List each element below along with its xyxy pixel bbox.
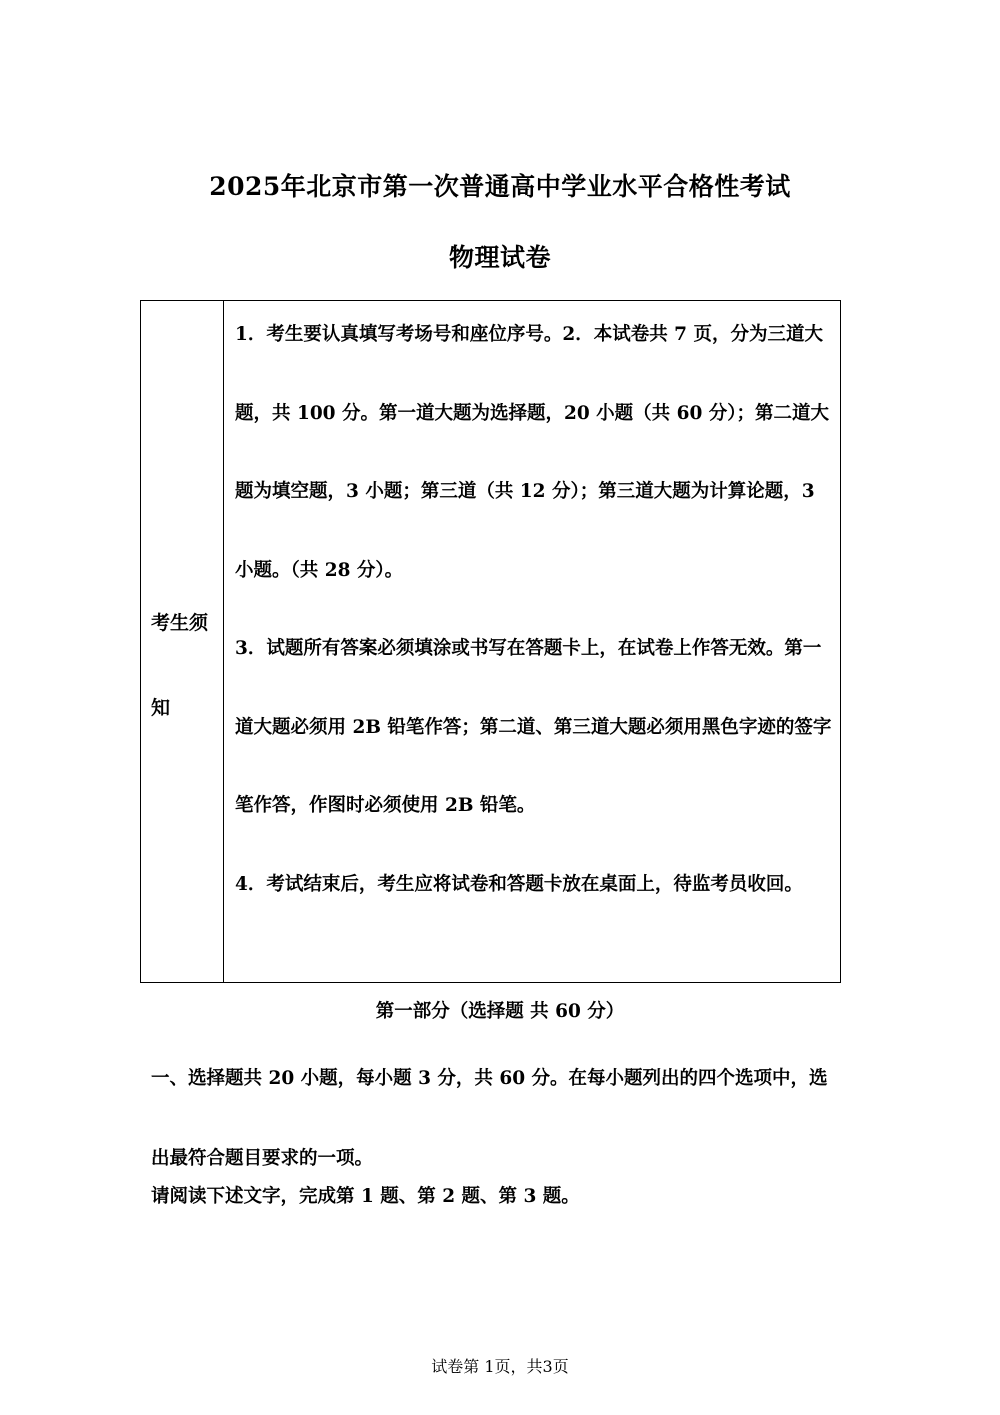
exam-title: 2025年北京市第一次普通高中学业水平合格性考试 (209, 172, 791, 201)
notice-body-cell (224, 301, 840, 982)
exam-subtitle: 物理试卷 (448, 243, 551, 272)
notice-item-4: 4．考试结束后，考生应将试卷和答题卡放在桌面上，待监考员收回。 (235, 873, 803, 895)
notice-heading: 考生须知 (151, 612, 209, 719)
candidate-notice-table (140, 300, 841, 983)
reading-prompt: 请阅读下述文字，完成第 1 题、第 2 题、第 3 题。 (151, 1186, 580, 1207)
section-one-instruction: 一、选择题共 20 小题，每小题 3 分，共 60 分。在每小题列出的四个选项中，选出最符合题目要求的一项。 (151, 1068, 828, 1169)
page-footer: 试卷第 1页，共3页 (431, 1357, 569, 1376)
notice-item-3: 3．试题所有答案必须填涂或书写在答题卡上，在试卷上作答无效。第一道大题必须用 2B 铅笔作答；第二道、第三道大题必须用黑色字迹的签字笔作答，作图时必须使用 2B 铅笔。 (235, 638, 832, 816)
notice-item-1-2: 1．考生要认真填写考场号和座位序号。2．本试卷共 7 页，分为三道大题，共 100 分。第一道大题为选择题，20 小题（共 60 分）；第二道大题为填空题，3 小题；第三道（共 12 分）；第三道大题为计算论题，3 小题。（共 28 分）。 (235, 324, 830, 581)
notice-body (235, 296, 833, 924)
part-one-heading: 第一部分（选择题 共 60 分） (375, 1001, 625, 1022)
notice-heading-cell (141, 301, 224, 982)
